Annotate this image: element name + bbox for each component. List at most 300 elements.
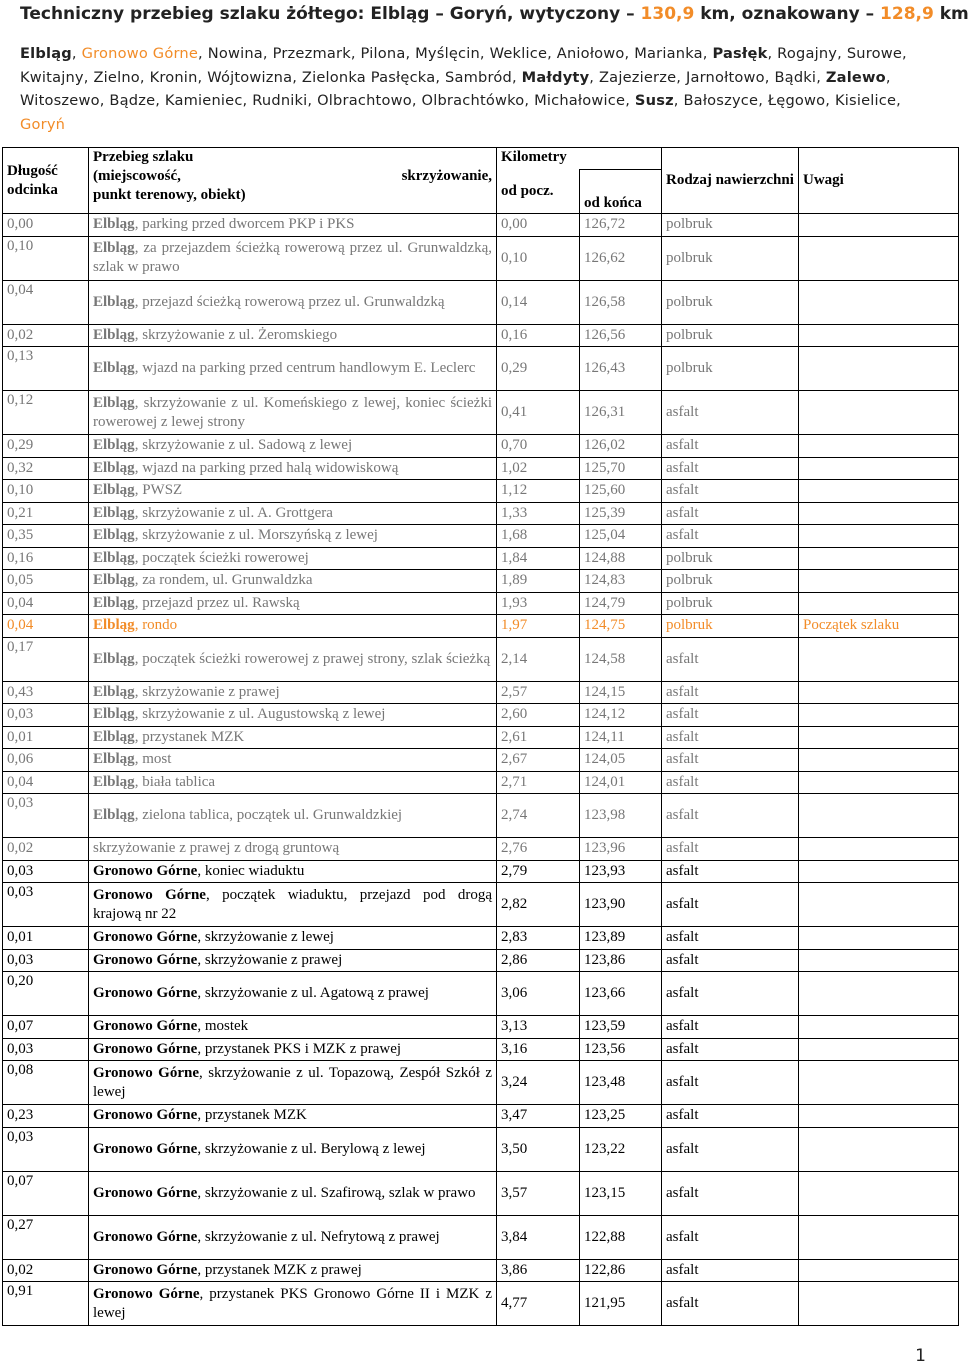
cell-surface: asfalt (662, 1016, 799, 1039)
cell-km-from: 0,41 (497, 391, 580, 435)
table-row (3, 838, 959, 861)
cell-km-from: 3,57 (497, 1171, 580, 1215)
cell-km-from: 3,13 (497, 1016, 580, 1039)
cell-km-to: 123,96 (580, 838, 662, 861)
cell-route (89, 726, 497, 749)
place-separator: , Zajezierze, Jarnołtowo, Bądki, (589, 68, 826, 86)
cell-km-to: 126,02 (580, 435, 662, 458)
cell-notes (799, 547, 959, 570)
place-name: Elbląg (20, 45, 72, 62)
cell-route-desc: , początek ścieżki rowerowej z prawej strony, szlak ścieżką (134, 650, 491, 667)
cell-length: 0,12 (3, 391, 89, 435)
cell-route (89, 480, 497, 503)
cell-notes (799, 1016, 959, 1039)
cell-surface: asfalt (662, 1259, 799, 1282)
cell-route-place: Elbląg (93, 807, 135, 823)
place-separator: , Nowina, Przezmark, Pilona, Myślęcin, Weklice, Aniołowo, Marianka, (198, 45, 713, 62)
cell-notes (799, 771, 959, 794)
cell-km-to: 123,25 (580, 1105, 662, 1128)
title-suffix: km (939, 4, 969, 24)
cell-route-place: Gronowo Górne (93, 1184, 198, 1201)
cell-surface: asfalt (662, 927, 799, 950)
cell-route-desc: , most (134, 751, 172, 768)
cell-route-place: Elbląg (93, 773, 135, 790)
header-route-line1: Przebieg szlaku (93, 149, 194, 165)
cell-km-to: 124,79 (580, 592, 662, 615)
cell-route-desc: , skrzyżowanie z ul. Berylową z lewej (197, 1140, 426, 1157)
cell-route-desc: , skrzyżowanie z ul. A. Grottgera (134, 504, 333, 521)
cell-km-from: 2,79 (497, 860, 580, 883)
title-mid: km, oznakowany – (700, 4, 875, 24)
cell-km-to: 122,88 (580, 1215, 662, 1259)
cell-km-to: 123,89 (580, 927, 662, 950)
cell-notes (799, 726, 959, 749)
cell-route-place: Elbląg (93, 394, 135, 411)
table-row (3, 615, 959, 638)
cell-notes (799, 347, 959, 391)
cell-length: 0,03 (3, 949, 89, 972)
header-route (89, 148, 497, 214)
cell-km-from: 3,24 (497, 1061, 580, 1105)
cell-notes (799, 972, 959, 1016)
cell-route-place: Gronowo Górne (93, 886, 206, 903)
cell-route-desc: , skrzyżowanie z ul. Szafirową, szlak w prawo (197, 1184, 476, 1201)
cell-route-desc: , skrzyżowanie z ul. Topazową, Zespół Szkół z lewej (93, 1064, 492, 1100)
cell-route (89, 704, 497, 727)
table-row (3, 391, 959, 435)
cell-route (89, 236, 497, 280)
cell-route (89, 280, 497, 324)
place-separator: , (71, 45, 82, 62)
cell-route (89, 592, 497, 615)
cell-surface: asfalt (662, 726, 799, 749)
cell-length: 0,02 (3, 838, 89, 861)
table-row (3, 1127, 959, 1171)
table-row (3, 347, 959, 391)
cell-length: 0,02 (3, 324, 89, 347)
page-number: 1 (915, 1346, 926, 1366)
cell-surface: asfalt (662, 771, 799, 794)
cell-route-place: Elbląg (93, 360, 135, 376)
cell-length: 0,07 (3, 1171, 89, 1215)
place-separator: , Witoszewo, Bądze, Kamieniec, Rudniki, Olbrachtowo, Olbrachtówko, Michałowice, (20, 68, 891, 110)
cell-length: 0,21 (3, 502, 89, 525)
cell-route (89, 435, 497, 458)
cell-km-from: 1,68 (497, 525, 580, 548)
cell-km-from: 0,00 (497, 214, 580, 237)
table-row (3, 1061, 959, 1105)
cell-notes (799, 704, 959, 727)
table-row (3, 592, 959, 615)
route-table-body (3, 214, 959, 1326)
cell-km-from: 2,60 (497, 704, 580, 727)
table-row (3, 1282, 959, 1326)
table-row (3, 704, 959, 727)
cell-km-to: 124,58 (580, 637, 662, 681)
cell-route-place: Elbląg (93, 437, 135, 454)
cell-route-place: Elbląg (93, 549, 135, 566)
cell-surface: polbruk (662, 592, 799, 615)
table-row (3, 502, 959, 525)
cell-km-to: 124,05 (580, 749, 662, 772)
cell-surface: asfalt (662, 391, 799, 435)
cell-route (89, 637, 497, 681)
cell-km-from: 2,57 (497, 681, 580, 704)
cell-route (89, 324, 497, 347)
cell-length: 0,03 (3, 860, 89, 883)
cell-route-place: Gronowo Górne (93, 1107, 198, 1124)
cell-route-place: Gronowo Górne (93, 862, 198, 879)
title-prefix: Techniczny przebieg szlaku żółtego: Elbląg – Goryń, wytyczony – (20, 4, 635, 24)
cell-notes (799, 927, 959, 950)
table-row (3, 236, 959, 280)
cell-notes (799, 1215, 959, 1259)
cell-length: 0,07 (3, 1016, 89, 1039)
cell-route-place: Gronowo Górne (93, 1285, 200, 1302)
cell-route-place: Gronowo Górne (93, 1140, 198, 1157)
place-separator: , Rogajny, Surowe, Kwitajny, Zielno, Kronin, Wójtowizna, Zielonka Pasłęcka, Sambród, (20, 45, 907, 86)
cell-notes (799, 236, 959, 280)
cell-route (89, 502, 497, 525)
cell-route-place: Gronowo Górne (93, 1040, 198, 1057)
place-name: Gronowo Górne (81, 45, 199, 62)
cell-km-to: 123,66 (580, 972, 662, 1016)
table-row (3, 927, 959, 950)
cell-km-to: 124,88 (580, 547, 662, 570)
cell-surface: polbruk (662, 570, 799, 593)
cell-length: 0,10 (3, 236, 89, 280)
cell-surface: asfalt (662, 1282, 799, 1326)
cell-length: 0,13 (3, 347, 89, 391)
place-name: Susz (634, 92, 674, 110)
table-row (3, 637, 959, 681)
cell-notes (799, 435, 959, 458)
cell-surface: polbruk (662, 347, 799, 391)
cell-km-to: 123,98 (580, 794, 662, 838)
cell-length: 0,03 (3, 883, 89, 927)
cell-notes (799, 883, 959, 927)
header-km: Kilometry (497, 148, 662, 170)
cell-notes (799, 681, 959, 704)
cell-route (89, 681, 497, 704)
cell-route-place: Gronowo Górne (93, 985, 198, 1001)
cell-route-desc: , przystanek PKS i MZK z prawej (197, 1040, 402, 1057)
cell-notes (799, 525, 959, 548)
cell-km-from: 1,02 (497, 457, 580, 480)
cell-km-to: 126,56 (580, 324, 662, 347)
cell-surface: asfalt (662, 457, 799, 480)
cell-km-to: 123,15 (580, 1171, 662, 1215)
table-row (3, 1105, 959, 1128)
cell-length: 0,04 (3, 771, 89, 794)
cell-surface: asfalt (662, 704, 799, 727)
cell-notes (799, 794, 959, 838)
cell-route (89, 749, 497, 772)
cell-km-to: 123,56 (580, 1038, 662, 1061)
cell-route-desc: , skrzyżowanie z lewej (197, 929, 334, 946)
cell-route-place: Elbląg (93, 293, 135, 310)
cell-route (89, 547, 497, 570)
cell-route-place: Elbląg (93, 751, 135, 768)
cell-km-from: 3,06 (497, 972, 580, 1016)
cell-length: 0,05 (3, 570, 89, 593)
cell-length: 0,01 (3, 726, 89, 749)
table-row (3, 883, 959, 927)
cell-km-from: 0,16 (497, 324, 580, 347)
header-length: Długość odcinka (3, 148, 89, 214)
cell-route-desc: , parking przed dworcem PKP i PKS (134, 216, 355, 233)
cell-route-desc: , wjazd na parking przed halą widowiskową (134, 459, 399, 476)
cell-km-from: 0,70 (497, 435, 580, 458)
cell-surface: asfalt (662, 838, 799, 861)
title-signed-km: 128,9 (880, 4, 934, 24)
cell-length: 0,23 (3, 1105, 89, 1128)
cell-notes (799, 1038, 959, 1061)
cell-km-to: 124,01 (580, 771, 662, 794)
cell-km-to: 125,39 (580, 502, 662, 525)
cell-km-from: 0,14 (497, 280, 580, 324)
cell-length: 0,32 (3, 457, 89, 480)
cell-length: 0,08 (3, 1061, 89, 1105)
cell-surface: asfalt (662, 1215, 799, 1259)
page-title (20, 4, 969, 24)
cell-surface: polbruk (662, 547, 799, 570)
cell-surface: asfalt (662, 860, 799, 883)
cell-length: 0,04 (3, 592, 89, 615)
cell-length: 0,03 (3, 704, 89, 727)
cell-route-desc: , przejazd przez ul. Rawską (134, 594, 300, 611)
cell-km-to: 123,59 (580, 1016, 662, 1039)
table-row (3, 1171, 959, 1215)
place-name: Zalewo (825, 68, 886, 86)
cell-length: 0,17 (3, 637, 89, 681)
cell-route-desc: , skrzyżowanie z ul. Sadową z lewej (134, 437, 353, 454)
cell-km-from: 2,71 (497, 771, 580, 794)
cell-route-desc: , zielona tablica, początek ul. Grunwaldzkiej (134, 807, 403, 823)
route-table (2, 147, 959, 1326)
cell-notes (799, 1171, 959, 1215)
cell-route-place: Elbląg (93, 527, 135, 544)
cell-length: 0,04 (3, 280, 89, 324)
cell-km-from: 3,47 (497, 1105, 580, 1128)
cell-km-to: 123,48 (580, 1061, 662, 1105)
cell-route-desc: , przystanek PKS Gronowo Górne II i MZK z lewej (93, 1285, 492, 1321)
cell-route-desc: , skrzyżowanie z ul. Nefrytową z prawej (197, 1228, 440, 1245)
cell-route (89, 214, 497, 237)
cell-notes (799, 457, 959, 480)
cell-notes (799, 838, 959, 861)
cell-km-from: 4,77 (497, 1282, 580, 1326)
table-row (3, 1259, 959, 1282)
cell-km-to: 122,86 (580, 1259, 662, 1282)
cell-km-to: 124,12 (580, 704, 662, 727)
cell-km-from: 2,67 (497, 749, 580, 772)
cell-notes (799, 391, 959, 435)
cell-notes (799, 1105, 959, 1128)
cell-route-place: Elbląg (93, 650, 135, 667)
cell-km-from: 0,10 (497, 236, 580, 280)
cell-length: 0,06 (3, 749, 89, 772)
cell-route (89, 949, 497, 972)
cell-route (89, 860, 497, 883)
cell-route-place: Elbląg (93, 683, 135, 700)
cell-km-from: 1,84 (497, 547, 580, 570)
cell-km-to: 125,70 (580, 457, 662, 480)
cell-km-to: 125,60 (580, 480, 662, 503)
cell-route (89, 1282, 497, 1326)
header-route-line2b: skrzyżowanie, (401, 168, 492, 184)
cell-route-place: Elbląg (93, 617, 135, 634)
cell-km-from: 1,12 (497, 480, 580, 503)
cell-route-desc: , przystanek MZK z prawej (197, 1261, 362, 1278)
cell-route (89, 457, 497, 480)
cell-surface: asfalt (662, 1127, 799, 1171)
cell-km-from: 1,89 (497, 570, 580, 593)
cell-km-to: 123,22 (580, 1127, 662, 1171)
cell-route (89, 1215, 497, 1259)
cell-surface: asfalt (662, 681, 799, 704)
cell-surface: asfalt (662, 1061, 799, 1105)
cell-notes (799, 860, 959, 883)
cell-route (89, 1105, 497, 1128)
cell-surface: asfalt (662, 435, 799, 458)
cell-route-desc: , biała tablica (134, 773, 216, 790)
cell-surface: asfalt (662, 794, 799, 838)
header-route-line2a: (miejscowość, (93, 168, 181, 184)
cell-route (89, 927, 497, 950)
cell-surface: asfalt (662, 949, 799, 972)
cell-route-desc: , przystanek MZK (197, 1107, 307, 1124)
cell-km-from: 1,97 (497, 615, 580, 638)
cell-route-place: Elbląg (93, 240, 135, 256)
cell-length: 0,02 (3, 1259, 89, 1282)
cell-km-from: 2,82 (497, 883, 580, 927)
cell-route-place: Gronowo Górne (93, 929, 198, 946)
cell-route-desc: , skrzyżowanie z ul. Augustowską z lewej (134, 706, 386, 723)
table-row (3, 749, 959, 772)
cell-km-from: 3,50 (497, 1127, 580, 1171)
cell-surface: asfalt (662, 1171, 799, 1215)
header-notes: Uwagi (799, 148, 959, 214)
cell-route-place: Gronowo Górne (93, 1228, 198, 1245)
cell-route-desc: , za rondem, ul. Grunwaldzka (134, 572, 313, 589)
cell-route-desc: , wjazd na parking przed centrum handlowym E. Leclerc (134, 360, 476, 376)
cell-route (89, 1127, 497, 1171)
table-row (3, 480, 959, 503)
cell-length: 0,35 (3, 525, 89, 548)
cell-length: 0,16 (3, 547, 89, 570)
cell-route (89, 391, 497, 435)
cell-surface: asfalt (662, 1105, 799, 1128)
cell-length: 0,43 (3, 681, 89, 704)
cell-route (89, 1259, 497, 1282)
cell-km-from: 3,86 (497, 1259, 580, 1282)
table-row (3, 1038, 959, 1061)
cell-route-desc: , skrzyżowanie z ul. Komeńskiego z lewej, koniec ścieżki rowerowej z lewej strony (93, 394, 492, 430)
cell-notes (799, 502, 959, 525)
route-places-list (20, 42, 950, 136)
cell-route (89, 771, 497, 794)
cell-length: 0,00 (3, 214, 89, 237)
cell-route-desc: , skrzyżowanie z ul. Agatową z prawej (197, 985, 429, 1001)
cell-surface: polbruk (662, 324, 799, 347)
table-row (3, 435, 959, 458)
cell-km-to: 125,04 (580, 525, 662, 548)
cell-notes (799, 637, 959, 681)
cell-route-place: Gronowo Górne (93, 1064, 200, 1081)
table-row (3, 771, 959, 794)
cell-notes (799, 949, 959, 972)
table-row (3, 214, 959, 237)
cell-km-to: 121,95 (580, 1282, 662, 1326)
table-row (3, 457, 959, 480)
cell-route-place: Elbląg (93, 572, 135, 589)
cell-km-from: 1,33 (497, 502, 580, 525)
cell-km-to: 124,83 (580, 570, 662, 593)
cell-route-place: Gronowo Górne (93, 1261, 198, 1278)
cell-length: 0,10 (3, 480, 89, 503)
cell-km-to: 126,72 (580, 214, 662, 237)
cell-route-desc: , skrzyżowanie z prawej (134, 683, 280, 700)
place-separator: , Bałoszyce, Łęgowo, Kisielice, (673, 92, 901, 110)
cell-notes (799, 749, 959, 772)
cell-route-place: Elbląg (93, 326, 135, 343)
cell-route (89, 794, 497, 838)
table-row (3, 726, 959, 749)
cell-km-to: 126,31 (580, 391, 662, 435)
cell-km-from: 2,86 (497, 949, 580, 972)
place-name: Małdyty (521, 68, 590, 86)
cell-route (89, 1038, 497, 1061)
cell-length: 0,29 (3, 435, 89, 458)
cell-route-place: Elbląg (93, 482, 135, 499)
table-row (3, 280, 959, 324)
table-row (3, 794, 959, 838)
cell-length: 0,03 (3, 1127, 89, 1171)
cell-surface: asfalt (662, 883, 799, 927)
cell-length: 0,04 (3, 615, 89, 638)
cell-km-to: 124,75 (580, 615, 662, 638)
table-row (3, 1016, 959, 1039)
cell-surface: asfalt (662, 637, 799, 681)
table-row (3, 547, 959, 570)
cell-route-place: Elbląg (93, 504, 135, 521)
header-km-from: od pocz. (497, 170, 580, 214)
cell-route-desc: , początek wiaduktu, przejazd pod drogą krajową nr 22 (93, 886, 492, 922)
cell-length: 0,20 (3, 972, 89, 1016)
cell-route-place: Elbląg (93, 594, 135, 611)
cell-route (89, 883, 497, 927)
cell-surface: asfalt (662, 749, 799, 772)
cell-notes (799, 1282, 959, 1326)
cell-notes (799, 214, 959, 237)
cell-route (89, 838, 497, 861)
cell-notes (799, 480, 959, 503)
cell-surface: polbruk (662, 214, 799, 237)
cell-length: 0,27 (3, 1215, 89, 1259)
cell-route-place: Elbląg (93, 728, 135, 745)
cell-notes (799, 280, 959, 324)
table-row (3, 681, 959, 704)
cell-notes (799, 1127, 959, 1171)
cell-route-desc: skrzyżowanie z prawej z drogą gruntową (93, 840, 340, 857)
cell-surface: asfalt (662, 502, 799, 525)
cell-route-desc: , przejazd ścieżką rowerową przez ul. Grunwaldzką (134, 293, 445, 310)
header-route-line3: punkt terenowy, obiekt) (93, 187, 246, 203)
cell-route-desc: , skrzyżowanie z prawej (197, 951, 343, 968)
title-marked-km: 130,9 (640, 4, 695, 24)
cell-km-from: 2,14 (497, 637, 580, 681)
